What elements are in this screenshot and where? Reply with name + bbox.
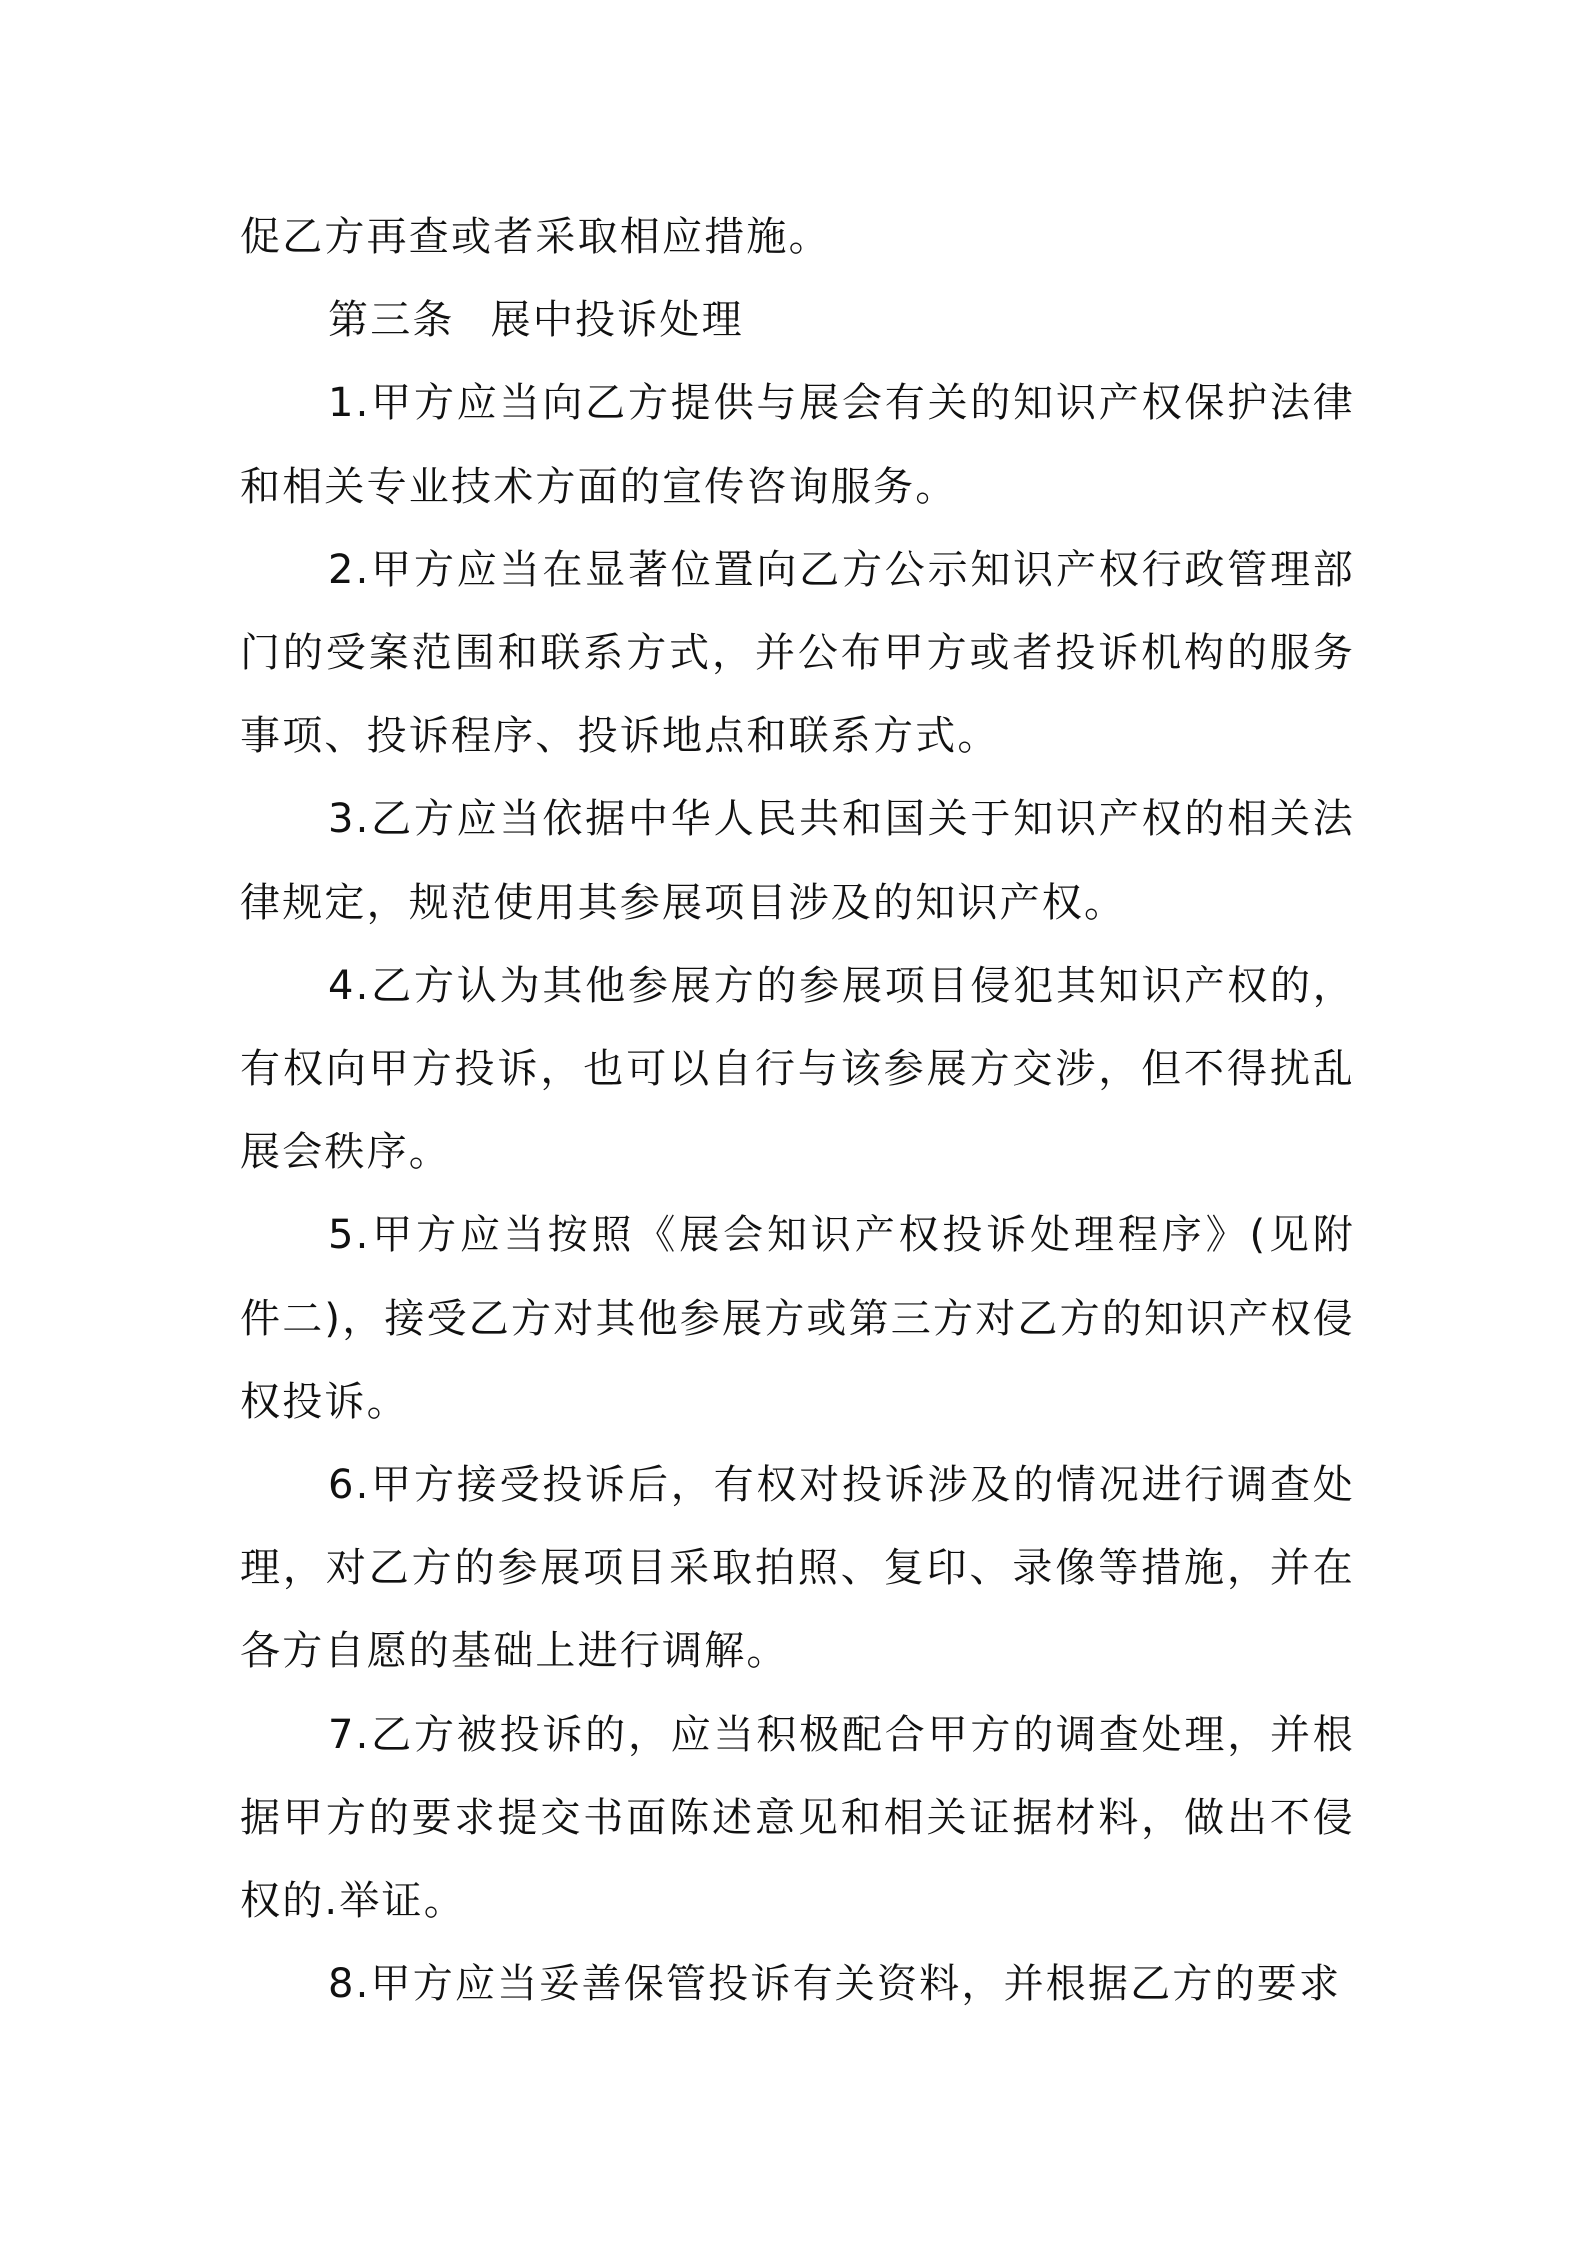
paragraph-continued: 促乙方再查或者采取相应措施。 <box>240 214 831 260</box>
clause-6: 6.甲方接受投诉后，有权对投诉涉及的情况进行调查处理，对乙方的参展项目采取拍照、复印、录像等措施，并在各方自愿的基础上进行调解。 <box>240 1462 1355 1675</box>
clause-3: 3.乙方应当依据中华人民共和国关于知识产权的相关法律规定，规范使用其参展项目涉及的知识产权。 <box>240 796 1355 926</box>
clause-2: 2.甲方应当在显著位置向乙方公示知识产权行政管理部门的受案范围和联系方式，并公布甲方或者投诉机构的服务事项、投诉程序、投诉地点和联系方式。 <box>240 546 1355 760</box>
clause-8: 8.甲方应当妥善保管投诉有关资料，并根据乙方的要求 <box>328 1961 1342 2008</box>
clause-4: 4.乙方认为其他参展方的参展项目侵犯其知识产权的，有权向甲方投诉，也可以自行与该参展方交涉，但不得扰乱展会秩序。 <box>240 962 1355 1176</box>
clause-1: 1.甲方应当向乙方提供与展会有关的知识产权保护法律和相关专业技术方面的宣传咨询服务。 <box>240 380 1355 510</box>
clause-5: 5.甲方应当按照《展会知识产权投诉处理程序》(见附件二)，接受乙方对其他参展方或第三方对乙方的知识产权侵权投诉。 <box>240 1212 1356 1425</box>
article-title: 展中投诉处理 <box>490 297 744 344</box>
article-heading <box>240 279 1355 362</box>
clause-7: 7.乙方被投诉的，应当积极配合甲方的调查处理，并根据甲方的要求提交书面陈述意见和相关证据材料，做出不侵权的.举证。 <box>240 1711 1355 1925</box>
article-number: 第三条 <box>328 297 455 344</box>
document-body <box>240 196 1355 2026</box>
